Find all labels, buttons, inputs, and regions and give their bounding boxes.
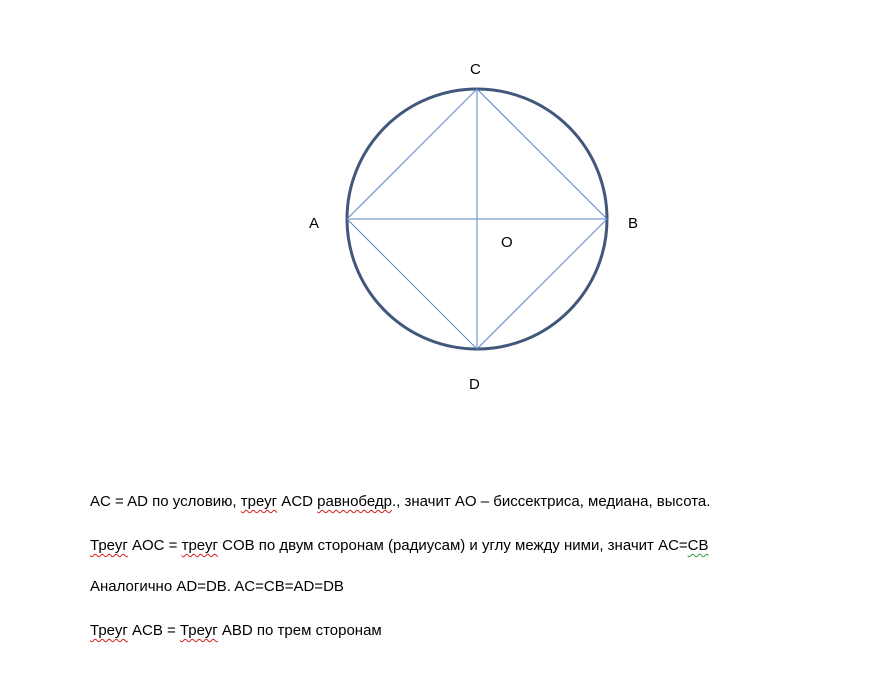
proof-line-4 [90, 622, 382, 640]
text-run: ACB = [127, 622, 180, 639]
segment-da [347, 219, 477, 349]
label-point-b: B [628, 215, 639, 232]
misspelled-word: равнобедр [317, 493, 392, 510]
proof-line-2 [90, 537, 709, 555]
segment-ac [347, 89, 477, 219]
label-point-o: O [501, 234, 513, 251]
misspelled-word: Треуг [90, 537, 128, 554]
grammar-flagged-word: CB [687, 537, 709, 554]
text-run: ACD [277, 493, 318, 510]
text-run: COB по двум сторонам (радиусам) и углу между ними, значит AC= [217, 537, 688, 554]
segment-cb [477, 89, 607, 219]
text-run: ABD по трем сторонам [217, 622, 382, 639]
proof-line-1 [90, 493, 710, 511]
segment-bd [477, 219, 607, 349]
text-run: AOC = [127, 537, 182, 554]
proof-line-3 [90, 578, 344, 596]
text-run: AC = AD по условию, [90, 493, 241, 510]
misspelled-word: Треуг [90, 622, 128, 639]
label-point-c: C [470, 61, 481, 78]
text-run: Аналогично AD=DB. AC=CB=AD=DB [90, 578, 344, 595]
label-point-d: D [469, 376, 480, 393]
text-run: ., значит AO – биссектриса, медиана, высота. [391, 493, 711, 510]
label-point-a: A [309, 215, 320, 232]
misspelled-word: треуг [181, 537, 218, 554]
misspelled-word: Треуг [179, 622, 218, 639]
misspelled-word: треуг [240, 493, 278, 510]
